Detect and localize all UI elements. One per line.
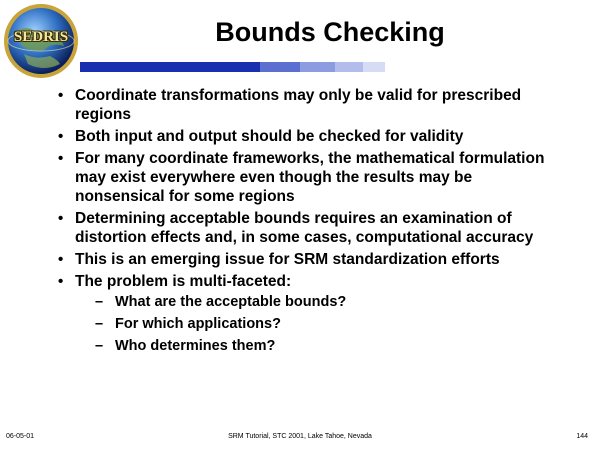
bullet-text: Determining acceptable bounds requires an examination of distortion effects and, in some cases, computational accuracy <box>75 210 534 246</box>
bullet-item <box>58 149 558 206</box>
slide-title: Bounds Checking <box>215 17 445 47</box>
title-underline <box>80 62 385 72</box>
logo-text: SEDRIS <box>13 29 69 45</box>
sub-bullet-text: What are the acceptable bounds? <box>115 294 347 310</box>
sub-bullet-list <box>95 293 558 356</box>
bullet-list <box>58 86 558 359</box>
bullet-dot: • <box>58 251 64 268</box>
sub-bullet-text: Who determines them? <box>115 338 276 354</box>
sub-bullet-dash: – <box>95 338 104 354</box>
bullet-dot: • <box>58 210 64 227</box>
bullet-text: For many coordinate frameworks, the mathematical formulation may exist everywhere even though the results may be nonsensical for some regions <box>75 150 545 205</box>
bullet-item <box>58 127 558 146</box>
bullet-dot: • <box>58 273 64 290</box>
bullet-item <box>58 250 558 269</box>
sub-bullet-text: For which applications? <box>115 316 281 332</box>
bullet-text: This is an emerging issue for SRM standardization efforts <box>75 251 500 268</box>
sub-bullet-dash: – <box>95 316 104 332</box>
sub-bullet-item <box>95 293 558 312</box>
sub-bullet-item <box>95 315 558 334</box>
bullet-text: The problem is multi-faceted: <box>75 273 292 290</box>
sub-bullet-dash: – <box>95 294 104 310</box>
page-number: 144 <box>576 433 588 440</box>
bullet-dot: • <box>58 128 64 145</box>
bullet-text: Coordinate transformations may only be valid for prescribed regions <box>75 87 522 123</box>
sedris-logo <box>2 2 80 80</box>
bullet-dot: • <box>58 87 64 104</box>
bullet-item <box>58 209 558 247</box>
footer-date: 06-05-01 <box>6 433 35 440</box>
bullet-dot: • <box>58 150 64 167</box>
footer-center: SRM Tutorial, STC 2001, Lake Tahoe, Nevada <box>228 433 372 440</box>
bullet-item <box>58 86 558 124</box>
bullet-text: Both input and output should be checked for validity <box>75 128 464 145</box>
sub-bullet-item <box>95 337 558 356</box>
bullet-item <box>58 272 558 356</box>
